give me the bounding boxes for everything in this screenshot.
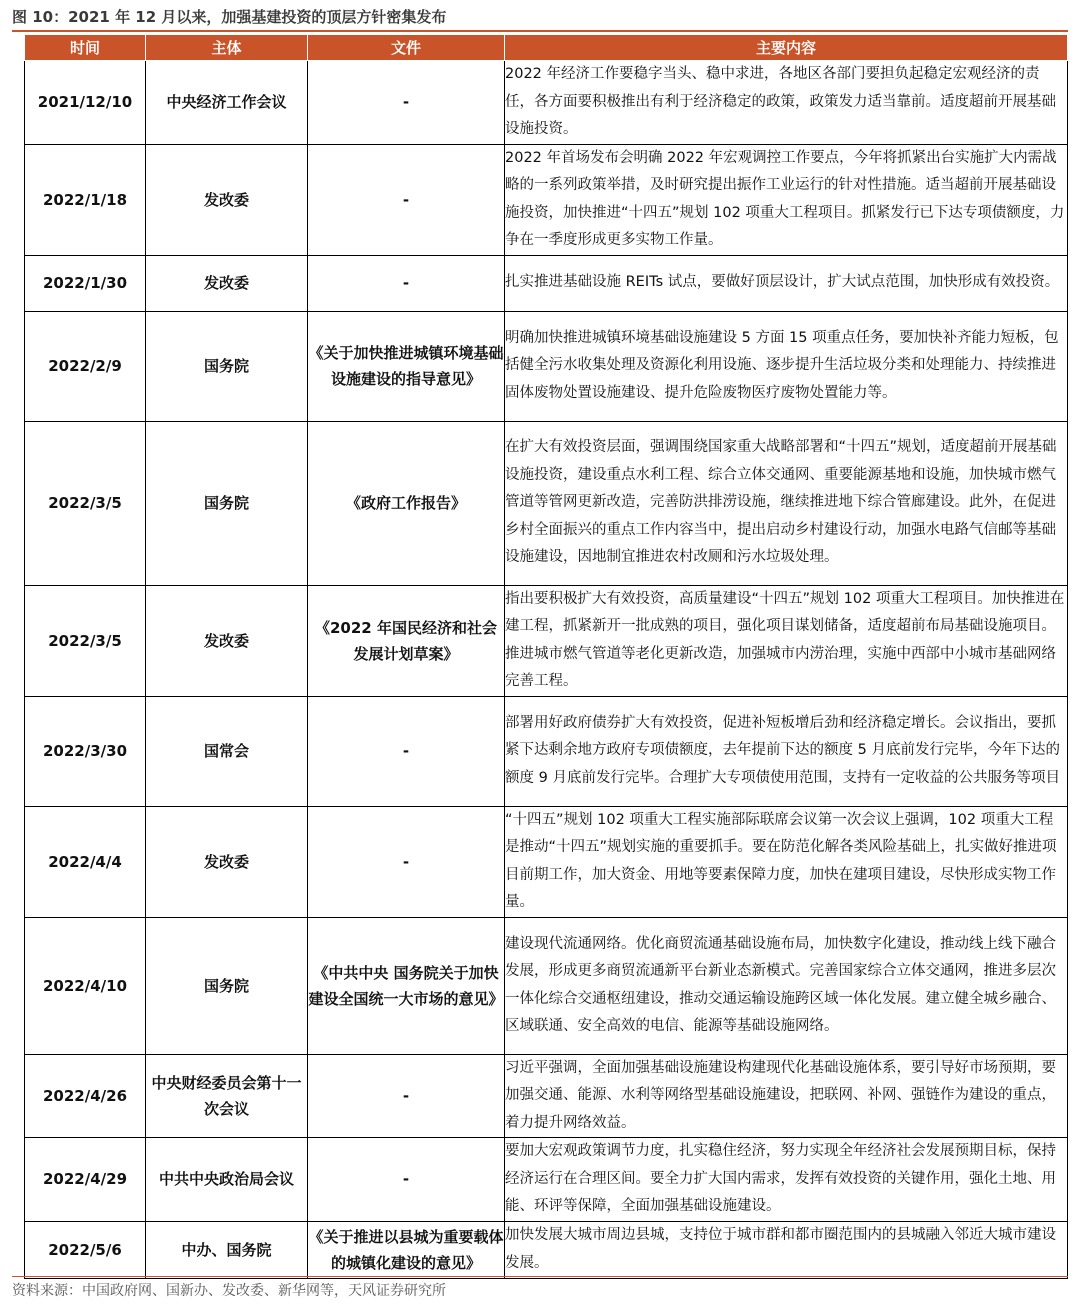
row-date: 2022/3/5 — [25, 421, 146, 585]
row-content: 2022 年经济工作要稳字当头、稳中求进，各地区各部门要担负起稳定宏观经济的责任，各方面要积极推出有利于经济稳定的政策，政策发力适当靠前。适度超前开展基础设施投资。 — [505, 61, 1068, 145]
row-document: 《关于加快推进城镇环境基础设施建设的指导意见》 — [308, 311, 505, 421]
policy-table — [24, 34, 1068, 1279]
source-note: 资料来源：中国政府网、国新办、发改委、新华网等，天风证券研究所 — [12, 1283, 446, 1299]
title-divider — [12, 30, 1068, 32]
header-date: 时间 — [25, 35, 146, 61]
row-date: 2022/4/29 — [25, 1138, 146, 1222]
row-content: 加快发展大城市周边县城，支持位于城市群和都市圈范围内的县城融入邻近大城市建设发展。 — [505, 1221, 1068, 1278]
row-subject: 发改委 — [146, 806, 308, 917]
row-subject: 国务院 — [146, 421, 308, 585]
row-document: 《2022 年国民经济和社会发展计划草案》 — [308, 585, 505, 696]
row-document: 《政府工作报告》 — [308, 421, 505, 585]
row-date: 2022/1/18 — [25, 144, 146, 255]
row-document: - — [308, 61, 505, 145]
header-content: 主要内容 — [505, 35, 1068, 61]
header-document: 文件 — [308, 35, 505, 61]
table-row — [25, 917, 1068, 1054]
row-date: 2022/2/9 — [25, 311, 146, 421]
table-row — [25, 806, 1068, 917]
table-row — [25, 1054, 1068, 1138]
row-subject: 中共中央政治局会议 — [146, 1138, 308, 1222]
row-date: 2022/3/5 — [25, 585, 146, 696]
figure-title: 图 10：2021 年 12 月以来，加强基建投资的顶层方针密集发布 — [12, 8, 447, 26]
row-content: 明确加快推进城镇环境基础设施建设 5 方面 15 项重点任务，要加快补齐能力短板，包括健全污水收集处理及资源化利用设施、逐步提升生活垃圾分类和处理能力、持续推进固体废物处置设施建设、提升危险废物医疗废物处置能力等。 — [505, 311, 1068, 421]
row-date: 2022/4/26 — [25, 1054, 146, 1138]
row-date: 2022/3/30 — [25, 696, 146, 806]
header-subject: 主体 — [146, 35, 308, 61]
row-subject: 中央财经委员会第十一次会议 — [146, 1054, 308, 1138]
table-row — [25, 61, 1068, 145]
source-divider — [12, 1276, 1068, 1277]
row-document: - — [308, 806, 505, 917]
row-date: 2021/12/10 — [25, 61, 146, 145]
row-document: - — [308, 255, 505, 311]
row-date: 2022/1/30 — [25, 255, 146, 311]
row-content: 要加大宏观政策调节力度，扎实稳住经济，努力实现全年经济社会发展预期目标，保持经济运行在合理区间。要全力扩大国内需求，发挥有效投资的关键作用，强化土地、用能、环评等保障，全面加强基础设施建设。 — [505, 1138, 1068, 1222]
table-row — [25, 255, 1068, 311]
table-header-row — [25, 35, 1068, 61]
table-row — [25, 1138, 1068, 1222]
row-date: 2022/4/10 — [25, 917, 146, 1054]
row-content: 部署用好政府债券扩大有效投资，促进补短板增后劲和经济稳定增长。会议指出，要抓紧下达剩余地方政府专项债额度，去年提前下达的额度 5 月底前发行完毕，今年下达的额度 9 月底前发行完毕。合理扩大专项债使用范围，支持有一定收益的公共服务等项目 — [505, 696, 1068, 806]
table-row — [25, 585, 1068, 696]
row-subject: 中央经济工作会议 — [146, 61, 308, 145]
row-subject: 国务院 — [146, 311, 308, 421]
row-date: 2022/4/4 — [25, 806, 146, 917]
row-content: 在扩大有效投资层面，强调围绕国家重大战略部署和“十四五”规划，适度超前开展基础设施投资，建设重点水利工程、综合立体交通网、重要能源基地和设施，加快城市燃气管道等管网更新改造，完善防洪排涝设施，继续推进地下综合管廊建设。此外，在促进乡村全面振兴的重点工作内容当中，提出启动乡村建设行动，加强水电路气信邮等基础设施建设，因地制宜推进农村改厕和污水垃圾处理。 — [505, 421, 1068, 585]
table-row — [25, 1221, 1068, 1278]
row-subject: 发改委 — [146, 585, 308, 696]
table-row — [25, 144, 1068, 255]
row-subject: 国务院 — [146, 917, 308, 1054]
row-document: - — [308, 144, 505, 255]
row-content: 建设现代流通网络。优化商贸流通基础设施布局，加快数字化建设，推动线上线下融合发展，形成更多商贸流通新平台新业态新模式。完善国家综合立体交通网，推进多层次一体化综合交通枢纽建设，推动交通运输设施跨区域一体化发展。建立健全城乡融合、区域联通、安全高效的电信、能源等基础设施网络。 — [505, 917, 1068, 1054]
row-content: 指出要积极扩大有效投资，高质量建设“十四五”规划 102 项重大工程项目。加快推进在建工程，抓紧新开一批成熟的项目，强化项目谋划储备，适度超前布局基础设施项目。推进城市燃气管道等老化更新改造，加强城市内涝治理，实施中西部中小城市基础网络完善工程。 — [505, 585, 1068, 696]
row-subject: 中办、国务院 — [146, 1221, 308, 1278]
row-document: - — [308, 696, 505, 806]
row-date: 2022/5/6 — [25, 1221, 146, 1278]
table-row — [25, 696, 1068, 806]
row-content: 习近平强调，全面加强基础设施建设构建现代化基础设施体系，要引导好市场预期，要加强交通、能源、水利等网络型基础设施建设，把联网、补网、强链作为建设的重点，着力提升网络效益。 — [505, 1054, 1068, 1138]
row-content: “十四五”规划 102 项重大工程实施部际联席会议第一次会议上强调，102 项重大工程是推动“十四五”规划实施的重要抓手。要在防范化解各类风险基础上，扎实做好推进项目前期工作，加大资金、用地等要素保障力度，加快在建项目建设，尽快形成实物工作量。 — [505, 806, 1068, 917]
table-row — [25, 421, 1068, 585]
row-subject: 国常会 — [146, 696, 308, 806]
row-document: - — [308, 1138, 505, 1222]
row-document: 《关于推进以县城为重要载体的城镇化建设的意见》 — [308, 1221, 505, 1278]
row-subject: 发改委 — [146, 144, 308, 255]
row-document: 《中共中央 国务院关于加快建设全国统一大市场的意见》 — [308, 917, 505, 1054]
row-document: - — [308, 1054, 505, 1138]
row-content: 扎实推进基础设施 REITs 试点，要做好顶层设计，扩大试点范围，加快形成有效投资。 — [505, 255, 1068, 311]
table-row — [25, 311, 1068, 421]
row-content: 2022 年首场发布会明确 2022 年宏观调控工作要点，今年将抓紧出台实施扩大内需战略的一系列政策举措，及时研究提出振作工业运行的针对性措施。适当超前开展基础设施投资，加快推进“十四五”规划 102 项重大工程项目。抓紧发行已下达专项债额度，力争在一季度形成更多实物工作量。 — [505, 144, 1068, 255]
row-subject: 发改委 — [146, 255, 308, 311]
